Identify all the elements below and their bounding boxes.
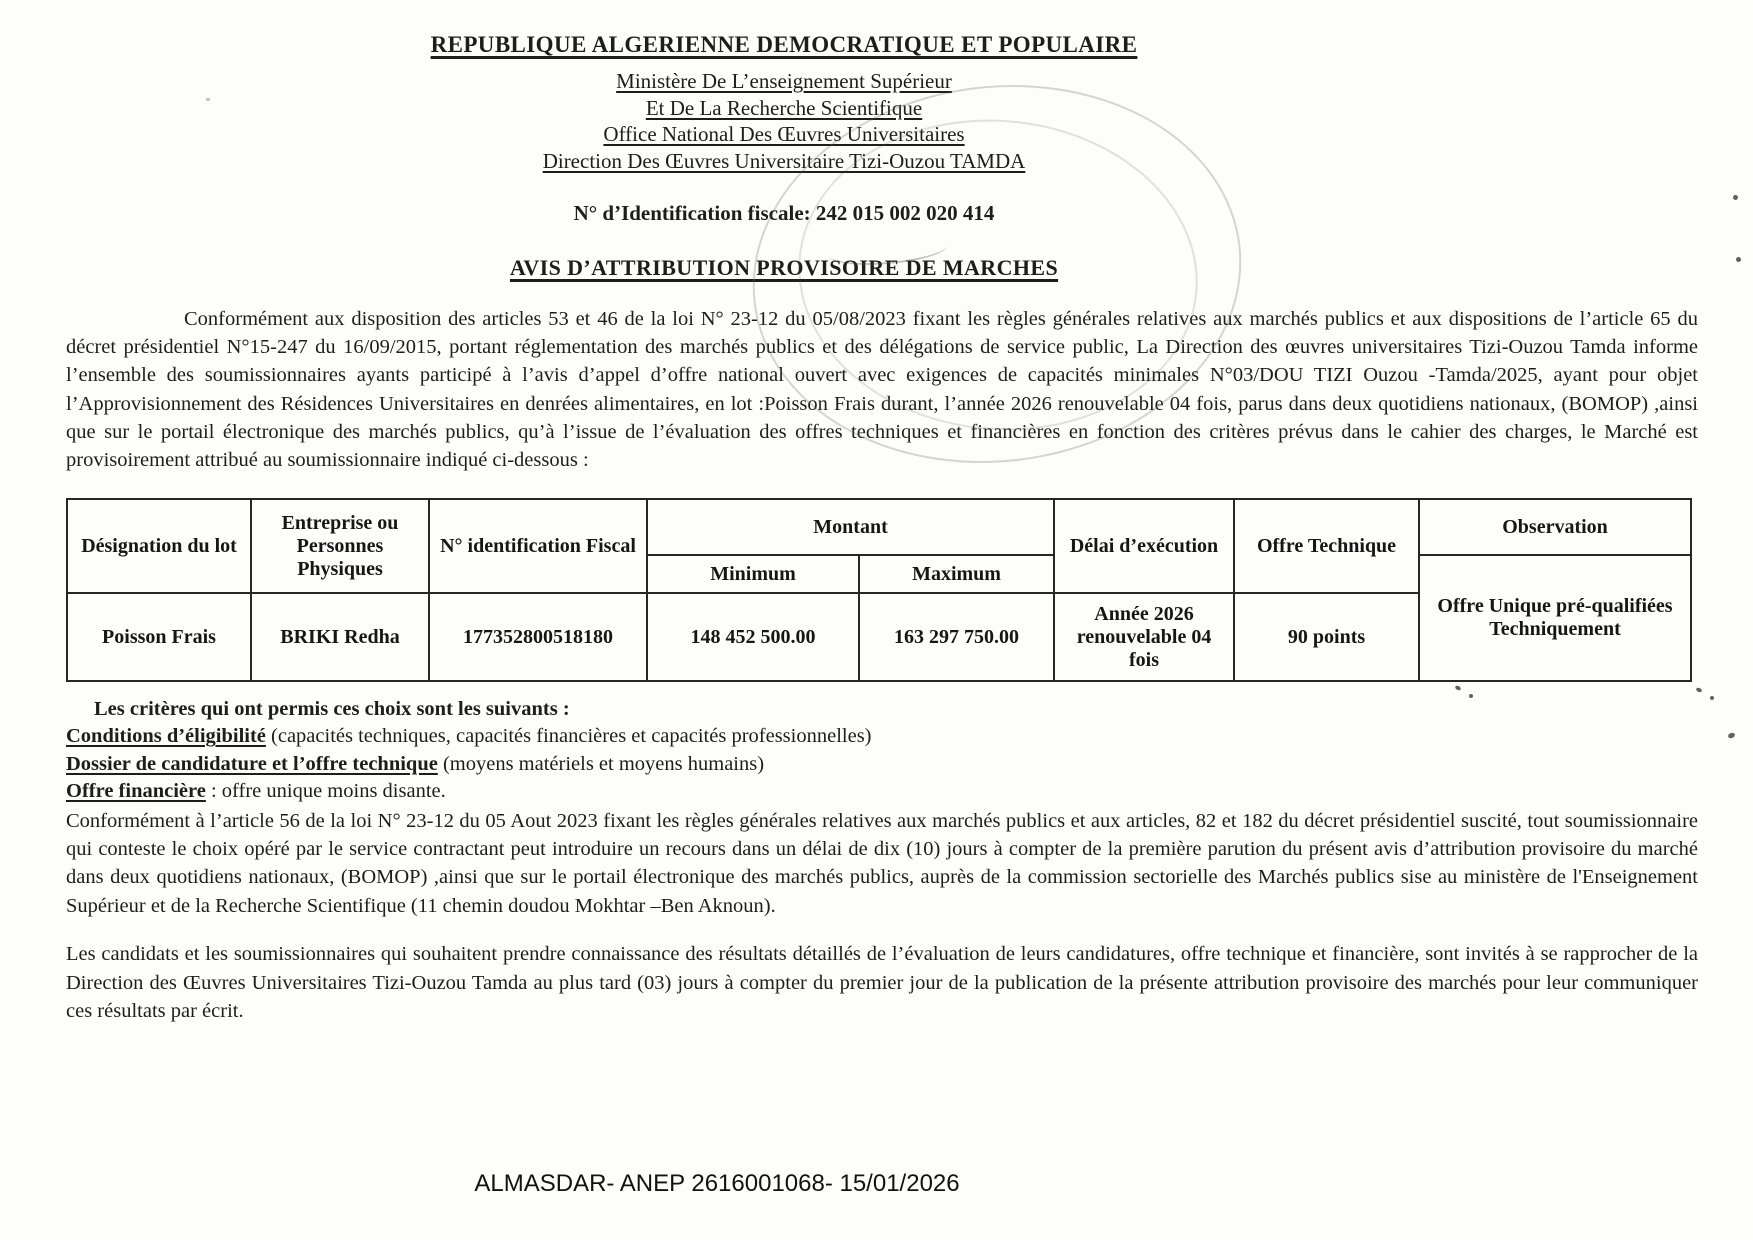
criteria-label: Dossier de candidature et l’offre technique <box>66 752 438 775</box>
col-header-fiscal-id: N° identification Fiscal <box>429 499 647 593</box>
ink-speck <box>1727 732 1735 739</box>
col-header-delai: Délai d’exécution <box>1054 499 1234 593</box>
resultats-paragraph: Les candidats et les soumissionnaires qui souhaitent prendre connaissance des résultats détaillés de l’évaluation de leurs candidatures, offre technique et financière, sont invités à se rapprocher de la Direction des Œuvres Universitaires Tizi-Ouzou Tamda au plus tard (03) jours à compter du premier jour de la publication de la présente attribution provisoire des marchés pour leur communiquer ces résultats par écrit. <box>66 943 1698 1022</box>
cell-observation: Offre Unique pré-qualifiées Techniquement <box>1419 555 1691 681</box>
ink-speck <box>1736 257 1741 262</box>
page-title: AVIS D’ATTRIBUTION PROVISOIRE DE MARCHES <box>509 255 1059 280</box>
office-line: Office National Des Œuvres Universitaires <box>603 122 965 146</box>
letterhead <box>66 32 1502 281</box>
cell-minimum: 148 452 500.00 <box>647 593 859 681</box>
ink-speck <box>1733 195 1738 200</box>
cell-maximum: 163 297 750.00 <box>859 593 1054 681</box>
col-header-designation: Désignation du lot <box>67 499 251 593</box>
criteria-item-eligibilite <box>66 723 1698 750</box>
cell-fiscal-id: 177352800518180 <box>429 593 647 681</box>
criteria-heading: Les critères qui ont permis ces choix sont les suivants : <box>94 698 570 721</box>
col-header-maximum: Maximum <box>859 555 1054 593</box>
republic-title: REPUBLIQUE ALGERIENNE DEMOCRATIQUE ET POPULAIRE <box>430 32 1138 57</box>
col-header-entreprise: Entreprise ou Personnes Physiques <box>251 499 429 593</box>
cell-entreprise: BRIKI Redha <box>251 593 429 681</box>
intro-paragraph: Conformément aux disposition des articles 53 et 46 de la loi N° 23-12 du 05/08/2023 fixant les règles générales relatives aux marchés publics et aux dispositions de l’article 65 du décret présidentiel N°15-247 du 16/09/2015, portant réglementation des marchés publics et des délégations de service public, La Direction des œuvres universitaires Tizi-Ouzou Tamda informe l’ensemble des soumissionnaires ayants participé à l’avis d’appel d’offre national ouvert avec exigences de capacités minimales N°03/DOU TIZI Ouzou -Tamda/2025, ayant pour objet l’Approvisionnement des Résidences Universitaires en denrées alimentaires, en lot :Poisson Frais durant, l’année 2026 renouvelable 04 fois, parus dans deux quotidiens nationaux, (BOMOP) ,ainsi que sur le portail électronique des marchés publics, qu’à l’issue de l’évaluation des offres techniques et financières en fonction des critères prévus dans le cahier des charges, le Marché est provisoirement attribué au soumissionnaire indiqué ci-dessous : <box>66 308 1698 472</box>
direction-line: Direction Des Œuvres Universitaire Tizi-Ouzou TAMDA <box>542 148 1026 173</box>
cell-offre-technique: 90 points <box>1234 593 1419 681</box>
cell-designation: Poisson Frais <box>67 593 251 681</box>
ink-speck <box>1454 685 1461 691</box>
fiscal-identification-line: N° d’Identification fiscale: 242 015 002 020 414 <box>573 201 995 225</box>
cell-delai: Année 2026 renouvelable 04 fois <box>1054 593 1234 681</box>
criteria-detail: : offre unique moins disante. <box>205 779 446 802</box>
col-header-minimum: Minimum <box>647 555 859 593</box>
col-header-observation: Observation <box>1419 499 1691 555</box>
ministry-line: Ministère De L’enseignement Supérieur <box>616 69 952 93</box>
col-header-offre-technique: Offre Technique <box>1234 499 1419 593</box>
criteria-label: Offre financière <box>66 779 206 802</box>
criteria-detail: (moyens matériels et moyens humains) <box>437 752 765 775</box>
criteria-item-offre-financiere <box>66 778 1698 805</box>
col-header-montant: Montant <box>647 499 1054 555</box>
ink-speck <box>1710 696 1714 700</box>
ink-speck <box>1695 687 1702 693</box>
publication-footer: ALMASDAR- ANEP 2616001068- 15/01/2026 <box>474 1170 960 1197</box>
research-line: Et De La Recherche Scientifique <box>645 95 923 120</box>
recours-paragraph: Conformément à l’article 56 de la loi N° 23-12 du 05 Aout 2023 fixant les règles générales relatives aux marchés publics et aux articles, 82 et 182 du décret présidentiel suscité, tout soumissionnaire qui conteste le choix opéré par le service contractant peut introduire un recours dans un délai de dix (10) jours à compter de la première parution du présent avis d’attribution provisoire du marché dans deux quotidiens nationaux, (BOMOP) ,ainsi que sur le portail électronique des marchés publics, auprès de la commission sectorielle des Marchés publics sise au ministère de l'Enseignement Supérieur et de la Recherche Scientifique (11 chemin doudou Mokhtar –Ben Aknoun). <box>66 810 1698 917</box>
criteria-section <box>66 696 1698 805</box>
criteria-detail: (capacités techniques, capacités financières et capacités professionnelles) <box>265 725 872 748</box>
criteria-item-dossier <box>66 751 1698 778</box>
criteria-label: Conditions d’éligibilité <box>66 725 266 748</box>
award-table <box>66 498 1692 682</box>
